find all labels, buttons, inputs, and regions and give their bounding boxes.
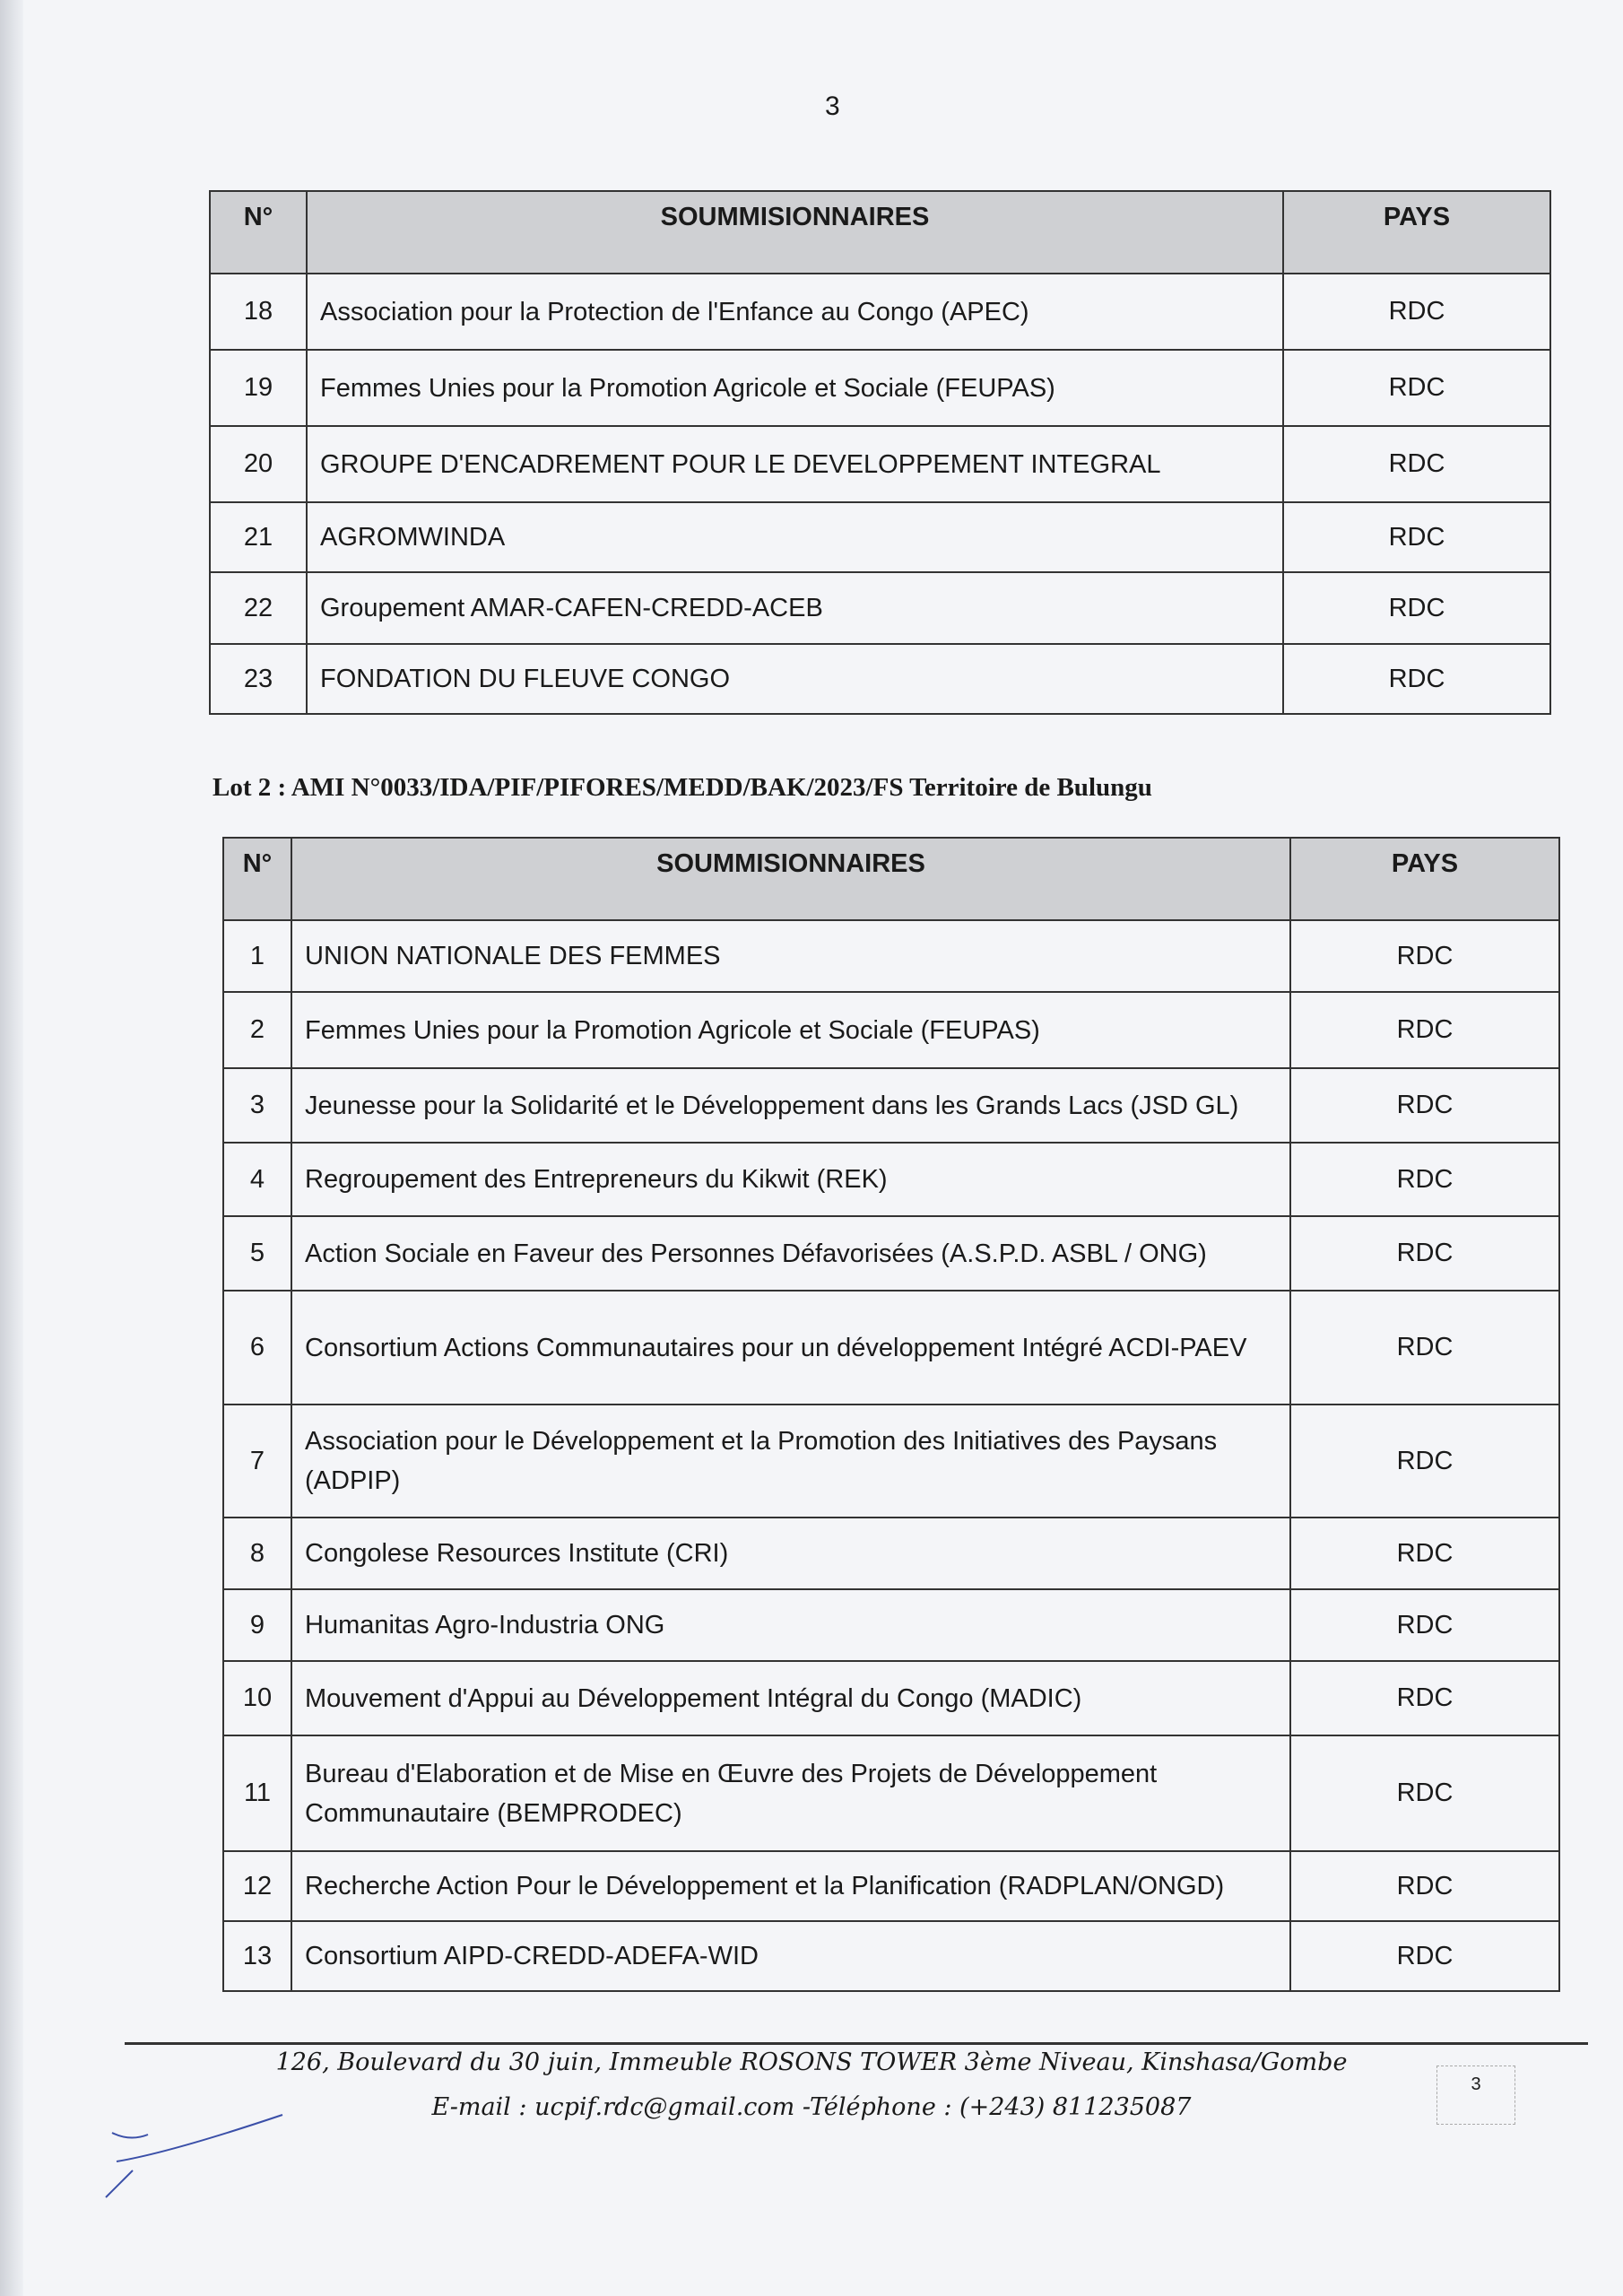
page-stamp: 3 <box>1436 2066 1515 2125</box>
row-number: 13 <box>223 1921 291 1991</box>
country: RDC <box>1283 572 1550 644</box>
row-number: 12 <box>223 1851 291 1921</box>
table-row <box>223 992 1559 1068</box>
bidder-name: Recherche Action Pour le Développement et la Planification (RADPLAN/ONGD) <box>291 1851 1290 1921</box>
row-number: 6 <box>223 1291 291 1405</box>
header-bidders: SOUMMISIONNAIRES <box>291 838 1290 920</box>
table-row <box>210 502 1550 572</box>
bidder-name: Action Sociale en Faveur des Personnes Défavorisées (A.S.P.D. ASBL / ONG) <box>291 1216 1290 1291</box>
country: RDC <box>1290 1518 1559 1589</box>
bidder-name: Humanitas Agro-Industria ONG <box>291 1589 1290 1661</box>
bidder-name: Groupement AMAR-CAFEN-CREDD-ACEB <box>307 572 1283 644</box>
bidder-name: GROUPE D'ENCADREMENT POUR LE DEVELOPPEMENT INTEGRAL <box>307 426 1283 502</box>
bidders-table-lot1 <box>209 190 1551 715</box>
row-number: 21 <box>210 502 307 572</box>
bidder-name: Femmes Unies pour la Promotion Agricole et Sociale (FEUPAS) <box>307 350 1283 426</box>
country: RDC <box>1283 426 1550 502</box>
country: RDC <box>1290 1921 1559 1991</box>
country: RDC <box>1290 1291 1559 1405</box>
table-row <box>223 1589 1559 1661</box>
table-row <box>210 274 1550 350</box>
bidder-name: Congolese Resources Institute (CRI) <box>291 1518 1290 1589</box>
row-number: 8 <box>223 1518 291 1589</box>
table-row <box>223 1405 1559 1518</box>
table-row <box>210 572 1550 644</box>
country: RDC <box>1290 1851 1559 1921</box>
table-row <box>223 1068 1559 1143</box>
header-number: N° <box>223 838 291 920</box>
country: RDC <box>1283 644 1550 714</box>
table-row <box>223 1921 1559 1991</box>
row-number: 4 <box>223 1143 291 1216</box>
row-number: 19 <box>210 350 307 426</box>
bidder-name: Jeunesse pour la Solidarité et le Développement dans les Grands Lacs (JSD GL) <box>291 1068 1290 1143</box>
footer-divider <box>125 2042 1588 2045</box>
table-row <box>210 426 1550 502</box>
row-number: 23 <box>210 644 307 714</box>
country: RDC <box>1290 1589 1559 1661</box>
header-bidders: SOUMMISIONNAIRES <box>307 191 1283 274</box>
table-row <box>223 1216 1559 1291</box>
bidders-table-lot2 <box>222 837 1560 1992</box>
row-number: 10 <box>223 1661 291 1735</box>
country: RDC <box>1290 1143 1559 1216</box>
bidder-name: Association pour le Développement et la Promotion des Initiatives des Paysans (ADPIP) <box>291 1405 1290 1518</box>
bidder-name: Association pour la Protection de l'Enfance au Congo (APEC) <box>307 274 1283 350</box>
table-row <box>223 1143 1559 1216</box>
country: RDC <box>1290 1068 1559 1143</box>
page-edge <box>0 0 23 2296</box>
bidder-name: Consortium Actions Communautaires pour un développement Intégré ACDI-PAEV <box>291 1291 1290 1405</box>
lot2-heading: Lot 2 : AMI N°0033/IDA/PIF/PIFORES/MEDD/BAK/2023/FS Territoire de Bulungu <box>213 773 1152 802</box>
row-number: 7 <box>223 1405 291 1518</box>
country: RDC <box>1290 992 1559 1068</box>
row-number: 2 <box>223 992 291 1068</box>
bidder-name: FONDATION DU FLEUVE CONGO <box>307 644 1283 714</box>
table-row <box>223 1518 1559 1589</box>
header-country: PAYS <box>1290 838 1559 920</box>
row-number: 22 <box>210 572 307 644</box>
country: RDC <box>1290 1216 1559 1291</box>
country: RDC <box>1290 1661 1559 1735</box>
bidder-name: UNION NATIONALE DES FEMMES <box>291 920 1290 992</box>
table-row <box>223 1851 1559 1921</box>
footer-address: 126, Boulevard du 30 juin, Immeuble ROSONS TOWER 3ème Niveau, Kinshasa/Gombe <box>275 2048 1348 2076</box>
table-row <box>223 920 1559 992</box>
row-number: 5 <box>223 1216 291 1291</box>
bidder-name: Consortium AIPD-CREDD-ADEFA-WID <box>291 1921 1290 1991</box>
footer-contact: E-mail : ucpif.rdc@gmail.com -Téléphone : (+243) 811235087 <box>431 2093 1192 2121</box>
bidder-name: Femmes Unies pour la Promotion Agricole et Sociale (FEUPAS) <box>291 992 1290 1068</box>
row-number: 11 <box>223 1735 291 1851</box>
country: RDC <box>1290 1735 1559 1851</box>
country: RDC <box>1290 920 1559 992</box>
table-row <box>223 1661 1559 1735</box>
table-row <box>223 1735 1559 1851</box>
table-row <box>210 644 1550 714</box>
country: RDC <box>1290 1405 1559 1518</box>
header-country: PAYS <box>1283 191 1550 274</box>
row-number: 3 <box>223 1068 291 1143</box>
bidder-name: Mouvement d'Appui au Développement Intégral du Congo (MADIC) <box>291 1661 1290 1735</box>
table-row <box>223 1291 1559 1405</box>
row-number: 18 <box>210 274 307 350</box>
header-number: N° <box>210 191 307 274</box>
country: RDC <box>1283 274 1550 350</box>
signature-initials <box>99 2108 296 2206</box>
table-row <box>210 350 1550 426</box>
page-number: 3 <box>825 91 840 121</box>
country: RDC <box>1283 502 1550 572</box>
row-number: 9 <box>223 1589 291 1661</box>
bidder-name: AGROMWINDA <box>307 502 1283 572</box>
row-number: 1 <box>223 920 291 992</box>
country: RDC <box>1283 350 1550 426</box>
bidder-name: Bureau d'Elaboration et de Mise en Œuvre des Projets de Développement Communautaire (BEMPRODEC) <box>291 1735 1290 1851</box>
bidder-name: Regroupement des Entrepreneurs du Kikwit (REK) <box>291 1143 1290 1216</box>
row-number: 20 <box>210 426 307 502</box>
